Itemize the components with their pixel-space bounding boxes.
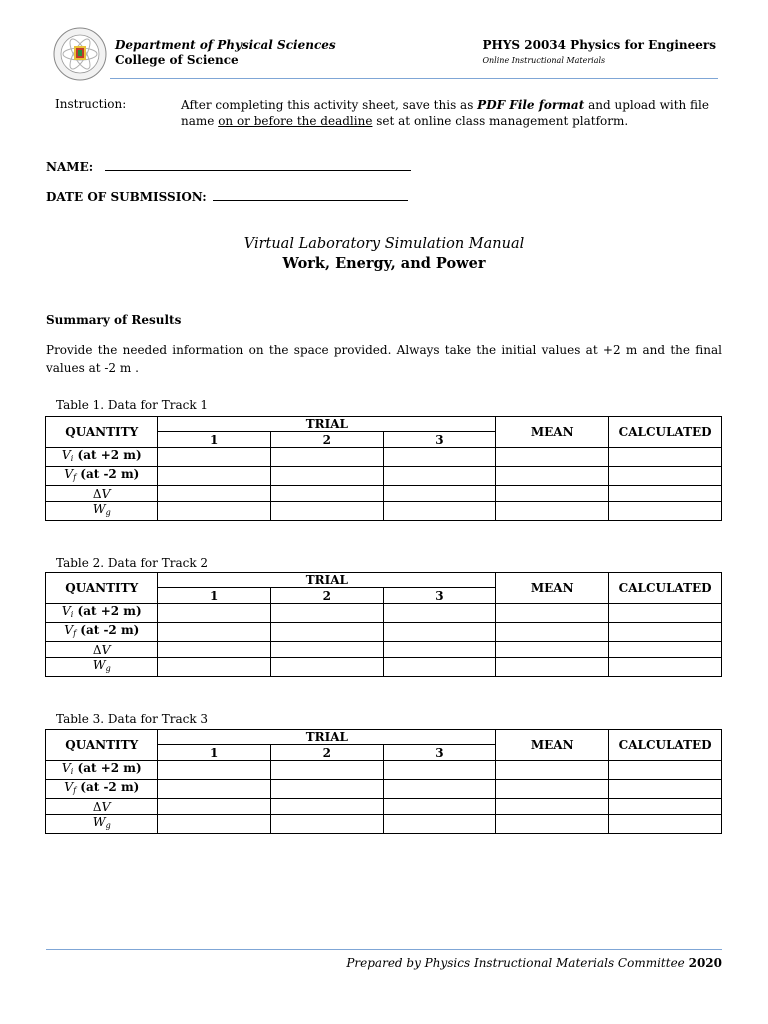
header-trial-3: 3 bbox=[383, 745, 496, 761]
wg-symbol: W bbox=[92, 814, 106, 829]
cell-trial-3[interactable] bbox=[383, 467, 496, 486]
table-row-dv bbox=[46, 799, 722, 815]
header-left bbox=[115, 38, 336, 68]
cell-trial-3[interactable] bbox=[383, 486, 496, 502]
instructions-paragraph: Provide the needed information on the space provided. Always take the initial values at +2 m and the final values at -2 m . bbox=[46, 343, 722, 375]
date-label: DATE OF SUBMISSION: bbox=[46, 190, 207, 204]
header-quantity: QUANTITY bbox=[46, 417, 158, 448]
cell-trial-1[interactable] bbox=[158, 448, 271, 467]
cell-mean[interactable] bbox=[496, 467, 609, 486]
cell-trial-1[interactable] bbox=[158, 761, 271, 780]
wg-symbol: W bbox=[92, 501, 106, 516]
quantity-vf bbox=[46, 780, 158, 799]
cell-mean[interactable] bbox=[496, 502, 609, 521]
vf-subscript: f bbox=[73, 473, 77, 482]
cell-calculated[interactable] bbox=[609, 658, 722, 677]
wg-subscript: g bbox=[105, 821, 111, 830]
name-label: NAME: bbox=[46, 160, 94, 174]
cell-trial-2[interactable] bbox=[271, 658, 384, 677]
cell-calculated[interactable] bbox=[609, 761, 722, 780]
delta-symbol: Δ bbox=[92, 486, 102, 501]
cell-trial-3[interactable] bbox=[383, 761, 496, 780]
cell-trial-2[interactable] bbox=[271, 761, 384, 780]
cell-calculated[interactable] bbox=[609, 642, 722, 658]
quantity-delta-v bbox=[46, 486, 158, 502]
materials-label: Online Instructional Materials bbox=[482, 56, 606, 65]
course-title: PHYS 20034 Physics for Engineers bbox=[482, 38, 716, 52]
quantity-vi bbox=[46, 761, 158, 780]
vf-position: (at -2 m) bbox=[76, 780, 140, 794]
table-row-dv bbox=[46, 642, 722, 658]
vi-symbol: V bbox=[61, 603, 71, 618]
vi-position: (at +2 m) bbox=[73, 761, 142, 775]
cell-trial-1[interactable] bbox=[158, 604, 271, 623]
university-seal-logo bbox=[53, 27, 107, 81]
manual-title: Virtual Laboratory Simulation Manual bbox=[243, 236, 525, 252]
vf-subscript: f bbox=[73, 629, 77, 638]
vf-symbol: V bbox=[64, 622, 74, 637]
cell-trial-2[interactable] bbox=[271, 604, 384, 623]
instruction-part1: After completing this activity sheet, save this as bbox=[181, 98, 478, 112]
data-table-track-3 bbox=[45, 729, 722, 834]
quantity-delta-v bbox=[46, 642, 158, 658]
vi-subscript: i bbox=[70, 767, 74, 776]
header-trial: TRIAL bbox=[158, 730, 496, 745]
footer bbox=[346, 956, 722, 970]
table-2-caption: Table 2. Data for Track 2 bbox=[56, 556, 209, 570]
cell-trial-1[interactable] bbox=[158, 467, 271, 486]
cell-trial-2[interactable] bbox=[271, 815, 384, 834]
table-row-vi bbox=[46, 761, 722, 780]
cell-mean[interactable] bbox=[496, 642, 609, 658]
vi-symbol: V bbox=[61, 760, 71, 775]
table-row-vi bbox=[46, 448, 722, 467]
cell-calculated[interactable] bbox=[609, 623, 722, 642]
vi-subscript: i bbox=[70, 610, 74, 619]
wg-subscript: g bbox=[105, 664, 111, 673]
header-mean: MEAN bbox=[496, 730, 609, 761]
header-trial-3: 3 bbox=[383, 432, 496, 448]
cell-calculated[interactable] bbox=[609, 780, 722, 799]
quantity-vf bbox=[46, 467, 158, 486]
delta-symbol: Δ bbox=[92, 642, 102, 657]
name-blank-line[interactable] bbox=[105, 159, 411, 171]
cell-calculated[interactable] bbox=[609, 604, 722, 623]
data-table-track-2 bbox=[45, 572, 722, 677]
cell-trial-2[interactable] bbox=[271, 780, 384, 799]
header-trial-2: 2 bbox=[271, 432, 384, 448]
header-mean: MEAN bbox=[496, 417, 609, 448]
table-row-wg bbox=[46, 815, 722, 834]
cell-trial-3[interactable] bbox=[383, 502, 496, 521]
cell-mean[interactable] bbox=[496, 486, 609, 502]
cell-trial-2[interactable] bbox=[271, 799, 384, 815]
cell-trial-3[interactable] bbox=[383, 658, 496, 677]
name-field-row bbox=[46, 159, 411, 174]
header-mean: MEAN bbox=[496, 573, 609, 604]
table-row-wg bbox=[46, 658, 722, 677]
header-trial-1: 1 bbox=[158, 745, 271, 761]
cell-trial-1[interactable] bbox=[158, 623, 271, 642]
table-row-vf bbox=[46, 780, 722, 799]
cell-calculated[interactable] bbox=[609, 815, 722, 834]
cell-mean[interactable] bbox=[496, 623, 609, 642]
vi-subscript: i bbox=[70, 454, 74, 463]
header-trial-2: 2 bbox=[271, 588, 384, 604]
cell-mean[interactable] bbox=[496, 815, 609, 834]
cell-calculated[interactable] bbox=[609, 467, 722, 486]
header-trial-3: 3 bbox=[383, 588, 496, 604]
vi-symbol: V bbox=[61, 447, 71, 462]
cell-trial-1[interactable] bbox=[158, 502, 271, 521]
quantity-vf bbox=[46, 623, 158, 642]
quantity-vi bbox=[46, 448, 158, 467]
cell-calculated[interactable] bbox=[609, 799, 722, 815]
cell-trial-3[interactable] bbox=[383, 815, 496, 834]
footer-prepared: Prepared by Physics Instructional Materials Committee bbox=[346, 956, 689, 970]
cell-trial-3[interactable] bbox=[383, 799, 496, 815]
cell-trial-2[interactable] bbox=[271, 467, 384, 486]
college-name: College of Science bbox=[115, 53, 239, 67]
table-row-wg bbox=[46, 502, 722, 521]
vf-subscript: f bbox=[73, 786, 77, 795]
vi-position: (at +2 m) bbox=[73, 604, 142, 618]
instruction-format: PDF File format bbox=[477, 98, 585, 112]
header-trial-1: 1 bbox=[158, 432, 271, 448]
cell-trial-2[interactable] bbox=[271, 642, 384, 658]
instruction-part2: and upload with file name bbox=[181, 98, 709, 128]
instruction-text bbox=[181, 97, 716, 129]
cell-trial-1[interactable] bbox=[158, 658, 271, 677]
vf-position: (at -2 m) bbox=[76, 623, 140, 637]
header-calculated: CALCULATED bbox=[609, 573, 722, 604]
footer-divider bbox=[46, 949, 722, 950]
document-title: Work, Energy, and Power bbox=[282, 255, 486, 272]
instruction-label: Instruction: bbox=[55, 97, 127, 111]
cell-calculated[interactable] bbox=[609, 448, 722, 467]
table-3-caption: Table 3. Data for Track 3 bbox=[56, 712, 209, 726]
department-name: Department of Physical Sciences bbox=[115, 38, 336, 52]
cell-trial-1[interactable] bbox=[158, 815, 271, 834]
vf-position: (at -2 m) bbox=[76, 467, 140, 481]
quantity-wg bbox=[46, 658, 158, 677]
header-divider bbox=[110, 78, 718, 79]
wg-symbol: W bbox=[92, 657, 106, 672]
table-1-caption: Table 1. Data for Track 1 bbox=[56, 398, 209, 412]
cell-trial-2[interactable] bbox=[271, 502, 384, 521]
cell-trial-3[interactable] bbox=[383, 448, 496, 467]
cell-trial-1[interactable] bbox=[158, 780, 271, 799]
quantity-delta-v bbox=[46, 799, 158, 815]
header-trial-1: 1 bbox=[158, 588, 271, 604]
header-trial: TRIAL bbox=[158, 417, 496, 432]
instruction-part3: set at online class management platform. bbox=[372, 114, 629, 128]
cell-trial-1[interactable] bbox=[158, 486, 271, 502]
summary-heading: Summary of Results bbox=[46, 313, 182, 327]
dv-symbol: V bbox=[101, 485, 111, 501]
header-trial-2: 2 bbox=[271, 745, 384, 761]
table-row-vi bbox=[46, 604, 722, 623]
wg-subscript: g bbox=[105, 508, 111, 517]
header-calculated: CALCULATED bbox=[609, 417, 722, 448]
header-quantity: QUANTITY bbox=[46, 730, 158, 761]
vi-position: (at +2 m) bbox=[73, 448, 142, 462]
cell-trial-2[interactable] bbox=[271, 486, 384, 502]
header-trial: TRIAL bbox=[158, 573, 496, 588]
cell-mean[interactable] bbox=[496, 604, 609, 623]
table-row-vf bbox=[46, 467, 722, 486]
dv-symbol: V bbox=[101, 798, 111, 814]
cell-trial-2[interactable] bbox=[271, 623, 384, 642]
cell-mean[interactable] bbox=[496, 780, 609, 799]
cell-trial-2[interactable] bbox=[271, 448, 384, 467]
cell-trial-3[interactable] bbox=[383, 604, 496, 623]
cell-trial-1[interactable] bbox=[158, 642, 271, 658]
cell-mean[interactable] bbox=[496, 799, 609, 815]
cell-mean[interactable] bbox=[496, 658, 609, 677]
vf-symbol: V bbox=[64, 779, 74, 794]
quantity-vi bbox=[46, 604, 158, 623]
quantity-wg bbox=[46, 502, 158, 521]
cell-trial-3[interactable] bbox=[383, 642, 496, 658]
instruction-deadline: on or before the deadline bbox=[218, 114, 373, 128]
cell-calculated[interactable] bbox=[609, 486, 722, 502]
header-quantity: QUANTITY bbox=[46, 573, 158, 604]
cell-trial-1[interactable] bbox=[158, 799, 271, 815]
delta-symbol: Δ bbox=[92, 799, 102, 814]
header-calculated: CALCULATED bbox=[609, 730, 722, 761]
vf-symbol: V bbox=[64, 466, 74, 481]
date-field-row bbox=[46, 189, 408, 204]
cell-mean[interactable] bbox=[496, 761, 609, 780]
data-table-track-1 bbox=[45, 416, 722, 521]
table-row-dv bbox=[46, 486, 722, 502]
header-right bbox=[482, 38, 716, 68]
cell-trial-3[interactable] bbox=[383, 780, 496, 799]
quantity-wg bbox=[46, 815, 158, 834]
date-blank-line[interactable] bbox=[213, 189, 408, 201]
dv-symbol: V bbox=[101, 641, 111, 657]
cell-calculated[interactable] bbox=[609, 502, 722, 521]
cell-trial-3[interactable] bbox=[383, 623, 496, 642]
cell-mean[interactable] bbox=[496, 448, 609, 467]
table-row-vf bbox=[46, 623, 722, 642]
footer-year: 2020 bbox=[688, 956, 722, 970]
